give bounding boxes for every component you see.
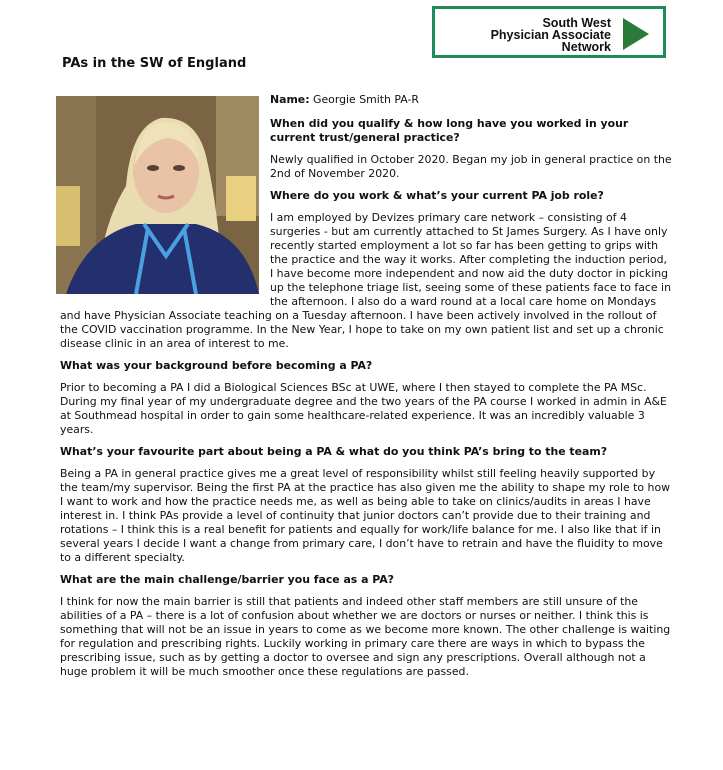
play-triangle-icon bbox=[623, 18, 649, 50]
question-heading: When did you qualify & how long have you worked in your current trust/general practice? bbox=[270, 117, 629, 144]
page-title: PAs in the SW of England bbox=[62, 56, 247, 71]
name-value: Georgie Smith PA-R bbox=[313, 93, 419, 106]
logo-line-3: Network bbox=[561, 40, 611, 54]
answer-paragraph: Being a PA in general practice gives me a great level of responsibility whilst still feeling heavily supported by the team/my supervisor. Being the first PA at the practice has also given me the ability to shape my role to how I want to work and how the practice needs me, as well as being able to take on clinics/audits in areas I have interest in. I think PAs provide a level of continuity that junior doctors can’t provide due to their training and rotations – I think this is a real benefit for patients and equally for work/life balance for me. I also like that if in several years I decide I want a change from primary care, I don’t have to retrain and have the fluidity to move to a different specialty. bbox=[60, 467, 671, 564]
name-label: Name: bbox=[270, 93, 310, 106]
question-heading: What are the main challenge/barrier you face as a PA? bbox=[60, 573, 394, 586]
logo-line-2: Physician Associate bbox=[490, 28, 611, 42]
question-heading: What’s your favourite part about being a PA & what do you think PA’s bring to the team? bbox=[60, 445, 608, 458]
answer-paragraph: I am employed by Devizes primary care network – consisting of 4 surgeries - but am currently attached to St James Surgery. As I have only recently started employment a lot so far has been getting to grips with the practice and the way it works. After completing the induction period, I have become more independent and now aid the duty doctor in picking up the telephone triage list, seeing some of these patients face to face in the afternoon. I also do a ward round at a local care home on Mondays and have Physician Associate teaching on a Tuesday afternoon. I have been actively involved in the rollout of the COVID vaccination programme. In the New Year, I hope to take on my own patient list and set up a chronic disease clinic in an area of interest to me. bbox=[60, 211, 671, 350]
answer-paragraph: Newly qualified in October 2020. Began my job in general practice on the 2nd of November 2020. bbox=[270, 153, 672, 180]
logo-line-1: South West bbox=[542, 16, 611, 30]
logo-text bbox=[491, 17, 611, 53]
article-body bbox=[60, 93, 672, 687]
answer-paragraph: Prior to becoming a PA I did a Biological Sciences BSc at UWE, where I then stayed to complete the PA MSc. During my final year of my undergraduate degree and the two years of the PA course I worked in admin in A&E at Southmead hospital in order to gain some healthcare-related experience. It was an incredibly valuable 3 years. bbox=[60, 381, 667, 436]
question-heading: Where do you work & what’s your current PA job role? bbox=[270, 189, 604, 202]
answer-paragraph: I think for now the main barrier is still that patients and indeed other staff members are still unsure of the abilities of a PA – there is a lot of confusion about whether we are doctors or nurses or neither. I think this is something that will not be an issue in years to come as we become more known. The other challenge is waiting for regulation and prescribing rights. Luckily working in primary care there are ways in which to bypass the prescribing issue, such as by getting a doctor to oversee and sign any prescriptions. Overall although not a huge problem it will be much smoother once these regulations are passed. bbox=[60, 595, 671, 678]
network-logo bbox=[432, 6, 666, 58]
question-heading: What was your background before becoming a PA? bbox=[60, 359, 373, 372]
